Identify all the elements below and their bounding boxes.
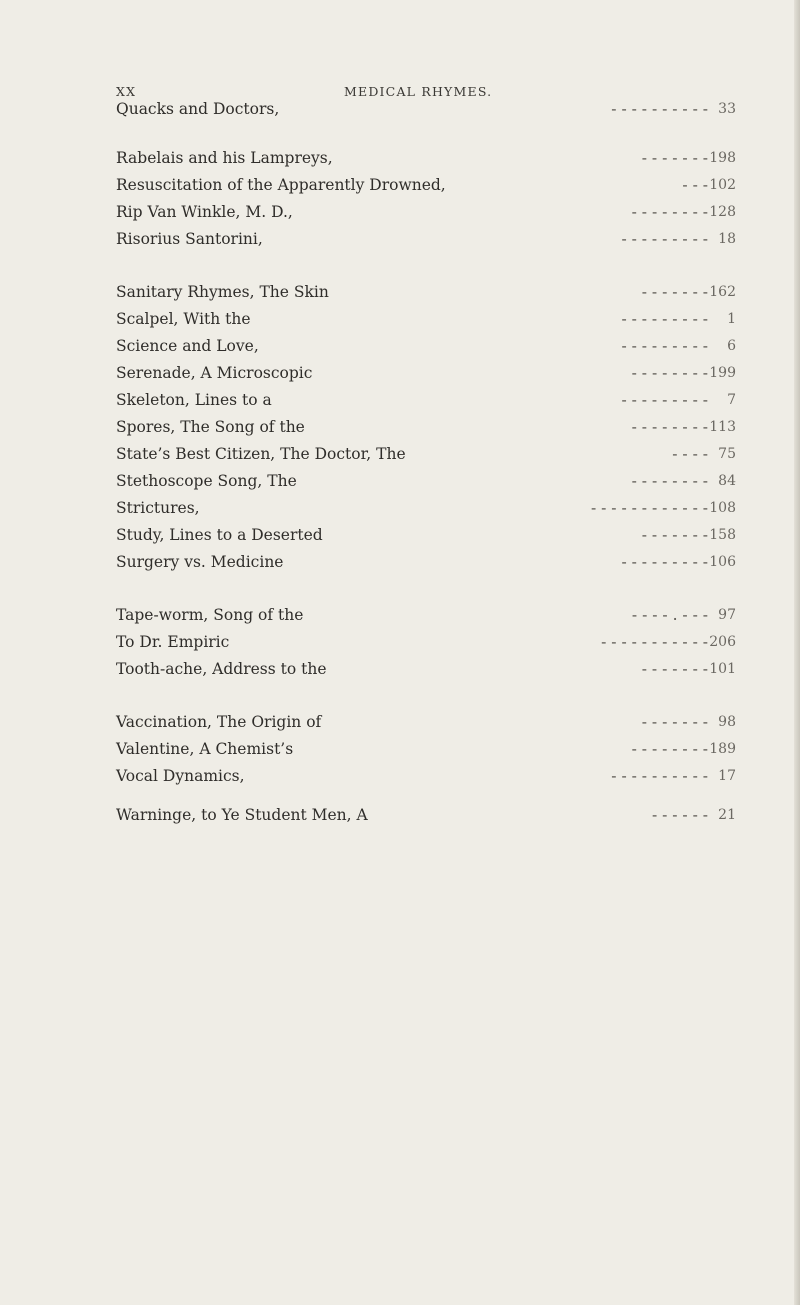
- entry-title: Tape-worm, Song of the: [116, 606, 304, 624]
- entry-title: Stethoscope Song, The: [116, 472, 297, 490]
- entry-title: Vaccination, The Origin of: [116, 713, 322, 731]
- index-entry: [116, 630, 736, 654]
- entry-page-number: 108: [709, 500, 736, 516]
- dot-leader: - - - - - - - - -: [621, 337, 708, 355]
- entry-page-number: 21: [718, 807, 736, 823]
- entry-title: To Dr. Empiric: [116, 633, 230, 651]
- entry-page-number: 101: [709, 661, 736, 677]
- dot-leader: - - - -: [672, 445, 708, 463]
- index-entry: [116, 710, 736, 734]
- entry-page-number: 162: [709, 284, 736, 300]
- entry-title: Risorius Santorini,: [116, 230, 263, 248]
- index-entry: [116, 496, 736, 520]
- entry-page-number: 113: [709, 419, 736, 435]
- dot-leader: - - - - - -: [651, 806, 708, 824]
- dot-leader: - - - - - - - -: [631, 418, 708, 436]
- dot-leader: - - - - - - -: [641, 149, 708, 167]
- index-entry: [116, 388, 736, 412]
- page-edge: [794, 0, 800, 1305]
- dot-leader: - - - - - - - - -: [621, 391, 708, 409]
- index-entry: [116, 603, 736, 627]
- entry-page-number: 6: [727, 338, 736, 354]
- entry-title: Quacks and Doctors,: [116, 100, 280, 118]
- index-entry: [116, 657, 736, 681]
- entry-title: Scalpel, With the: [116, 310, 251, 328]
- dot-leader: - - - - - - - - - -: [611, 767, 708, 785]
- dot-leader: - - - - - - -: [641, 526, 708, 544]
- dot-leader: - - - - - - - -: [631, 203, 708, 221]
- index-entry: [116, 803, 736, 827]
- entry-title: Surgery vs. Medicine: [116, 553, 284, 571]
- index-entry: [116, 415, 736, 439]
- entry-page-number: 206: [709, 634, 736, 650]
- dot-leader: - - - - - - -: [641, 660, 708, 678]
- dot-leader: - - - - - - - -: [631, 740, 708, 758]
- entry-page-number: 106: [709, 554, 736, 570]
- index-entry: [116, 280, 736, 304]
- entry-title: Vocal Dynamics,: [116, 767, 245, 785]
- entry-title: Science and Love,: [116, 337, 259, 355]
- entry-page-number: 98: [718, 714, 736, 730]
- dot-leader: - - - - . - - -: [631, 606, 708, 624]
- index-entry: [116, 97, 736, 121]
- entry-page-number: 158: [709, 527, 736, 543]
- entry-page-number: 199: [709, 365, 736, 381]
- entry-page-number: 1: [727, 311, 736, 327]
- dot-leader: - - - - - - - - - - -: [601, 633, 708, 651]
- entry-page-number: 17: [718, 768, 736, 784]
- index-entry: [116, 737, 736, 761]
- index-entry: [116, 469, 736, 493]
- entry-page-number: 198: [709, 150, 736, 166]
- index-entry: [116, 523, 736, 547]
- entry-title: State’s Best Citizen, The Doctor, The: [116, 445, 406, 463]
- entry-title: Serenade, A Microscopic: [116, 364, 313, 382]
- index-entry: [116, 146, 736, 170]
- dot-leader: - - - - - - - - -: [621, 553, 708, 571]
- entry-title: Valentine, A Chemist’s: [116, 740, 294, 758]
- dot-leader: - - - - - - - -: [631, 364, 708, 382]
- entry-page-number: 18: [718, 231, 736, 247]
- entry-title: Rabelais and his Lampreys,: [116, 149, 333, 167]
- index-entry: [116, 307, 736, 331]
- running-title: MEDICAL RHYMES.: [344, 84, 493, 99]
- index-entry: [116, 227, 736, 251]
- entry-page-number: 189: [709, 741, 736, 757]
- index-entry: [116, 764, 736, 788]
- entry-page-number: 75: [718, 446, 736, 462]
- entry-page-number: 97: [718, 607, 736, 623]
- entry-title: Study, Lines to a Deserted: [116, 526, 323, 544]
- entry-title: Warninge, to Ye Student Men, A: [116, 806, 368, 824]
- index-entry: [116, 442, 736, 466]
- dot-leader: - - - - - - - - -: [621, 230, 708, 248]
- index-entry: [116, 334, 736, 358]
- entry-page-number: 7: [727, 392, 736, 408]
- dot-leader: - - -: [682, 176, 708, 194]
- index-entry: [116, 550, 736, 574]
- entry-page-number: 128: [709, 204, 736, 220]
- entry-title: Sanitary Rhymes, The Skin: [116, 283, 329, 301]
- dot-leader: - - - - - - - -: [631, 472, 708, 490]
- entry-title: Tooth-ache, Address to the: [116, 660, 327, 678]
- entry-title: Strictures,: [116, 499, 200, 517]
- entry-page-number: 84: [718, 473, 736, 489]
- entry-title: Skeleton, Lines to a: [116, 391, 272, 409]
- dot-leader: - - - - - - - - -: [621, 310, 708, 328]
- dot-leader: - - - - - - - - - - - -: [590, 499, 708, 517]
- dot-leader: - - - - - - -: [641, 713, 708, 731]
- page-folio: XX: [116, 84, 137, 99]
- index-entry: [116, 361, 736, 385]
- entry-page-number: 102: [709, 177, 736, 193]
- entry-title: Spores, The Song of the: [116, 418, 305, 436]
- index-entry: [116, 200, 736, 224]
- dot-leader: - - - - - - -: [641, 283, 708, 301]
- index-entry: [116, 173, 736, 197]
- entry-title: Rip Van Winkle, M. D.,: [116, 203, 293, 221]
- dot-leader: - - - - - - - - - -: [611, 100, 708, 118]
- entry-title: Resuscitation of the Apparently Drowned,: [116, 176, 446, 194]
- entry-page-number: 33: [718, 101, 736, 117]
